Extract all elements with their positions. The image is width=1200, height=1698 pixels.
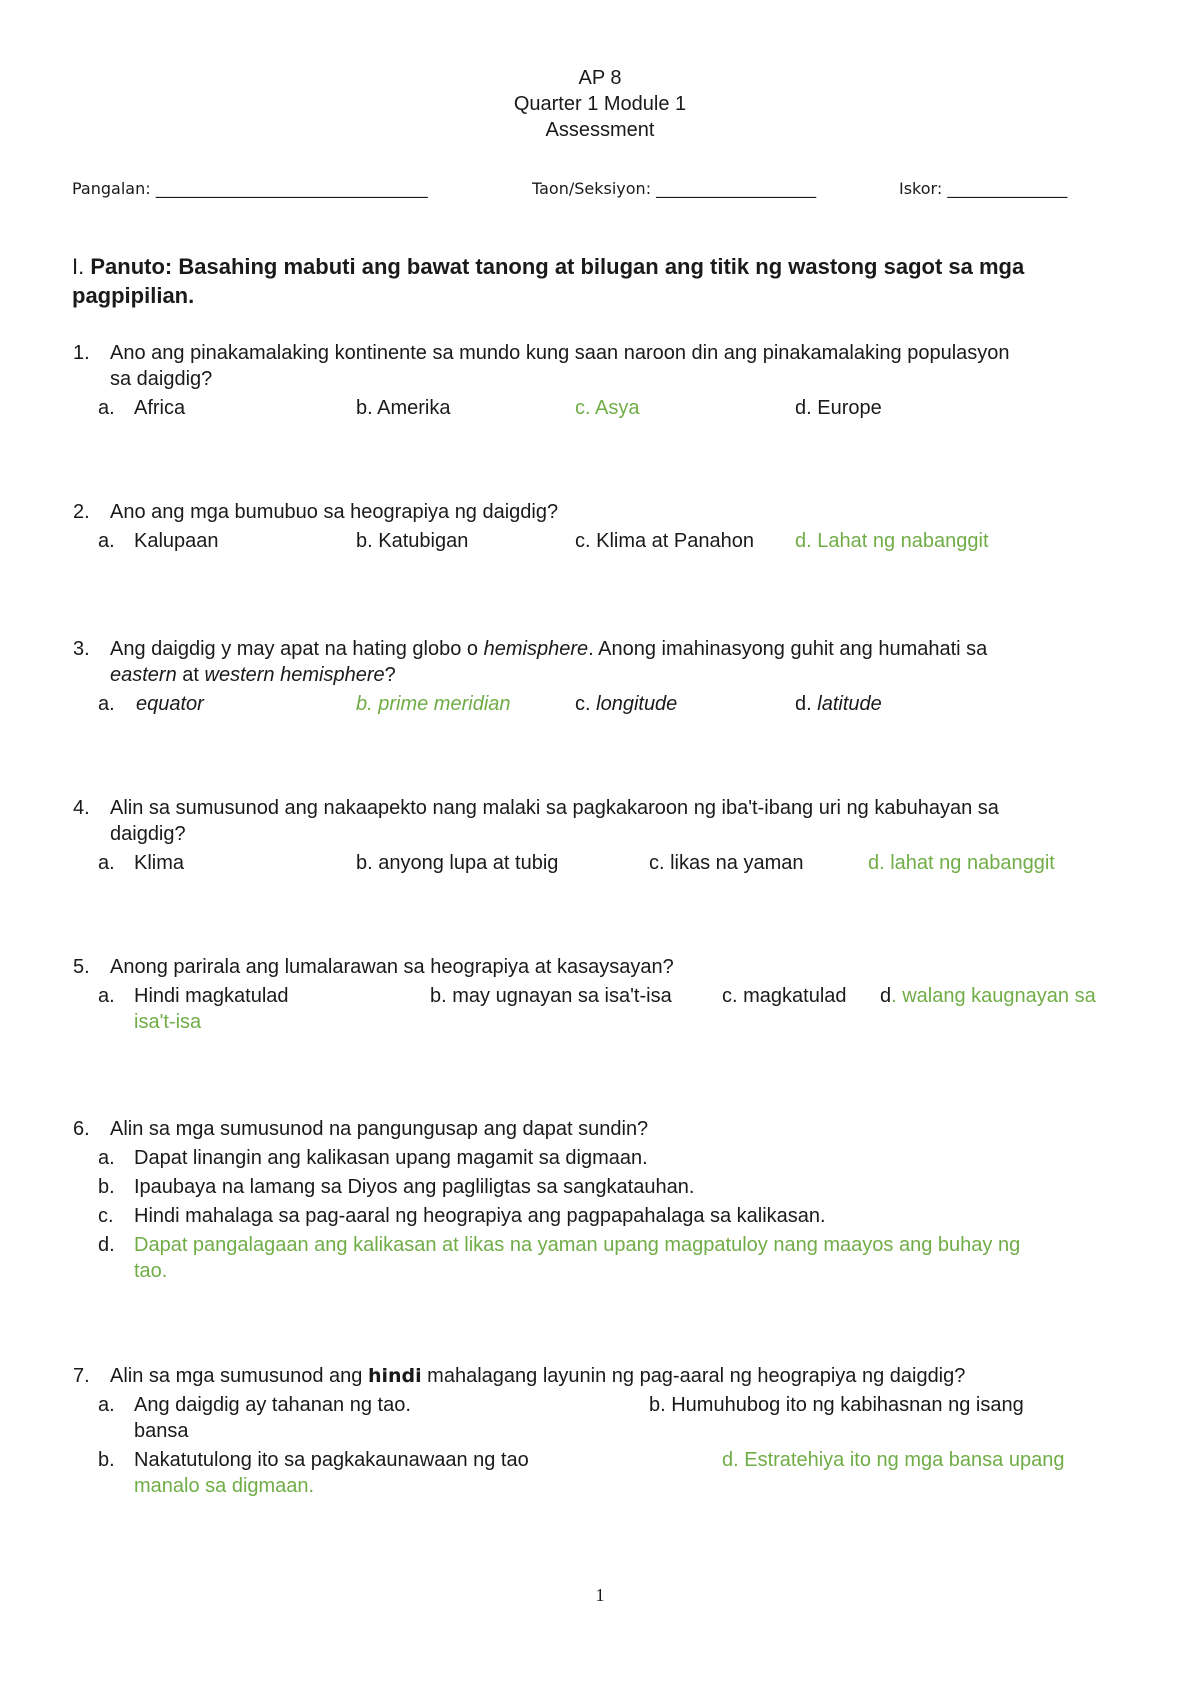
choice-b: b. Katubigan (356, 530, 469, 552)
section-number: I. (72, 254, 85, 279)
question-text-part: at (176, 664, 205, 686)
choice-letter: c. (98, 1205, 114, 1227)
question-text-part: Alin sa mga sumusunod ang (110, 1365, 368, 1387)
choice-d-answer: d. lahat ng nabanggit (868, 852, 1055, 874)
choice-d-answer (880, 985, 1096, 1008)
choice-c: c. magkatulad (722, 985, 847, 1007)
choice-letter: b. (98, 1176, 115, 1198)
choice-c: Nakatutulong ito sa pagkakaunawaan ng tao (134, 1449, 529, 1471)
module-title: Quarter 1 Module 1 (513, 93, 687, 115)
choice-letter: a. (98, 530, 115, 552)
question-number: 6. (73, 1118, 90, 1140)
section-field: Taon/Seksiyon: ____________________ (532, 179, 817, 198)
question-number: 4. (73, 797, 90, 819)
directions-line1: Panuto: Basahing mabuti ang bawat tanong at bilugan ang titik ng wastong sagot sa mga (90, 254, 1025, 279)
question-text-part: mahalagang layunin ng pag-aaral ng heograpiya ng daigdig? (421, 1365, 966, 1387)
question-text: Alin sa sumusunod ang nakaapekto nang malaki sa pagkakaroon ng iba't-ibang uri ng kabuhayan sa (110, 797, 999, 819)
question-text: Alin sa mga sumusunod na pangungusap ang dapat sundin? (110, 1118, 649, 1140)
choice-b: b. Humuhubog ito ng kabihasnan ng isang (649, 1394, 1024, 1416)
question-text: sa daigdig? (110, 368, 213, 390)
question-text-part: . Anong imahinasyong guhit ang humahati sa (588, 638, 988, 660)
choice-a: Klima (134, 852, 185, 874)
question-number: 2. (73, 501, 90, 523)
question-number: 3. (73, 638, 90, 660)
choice-d-answer-cont: manalo sa digmaan. (134, 1475, 315, 1497)
directions-line2: pagpipilian. (72, 283, 195, 308)
choice-b: b. may ugnayan sa isa't-isa (430, 985, 672, 1007)
choice-letter: a. (98, 1147, 115, 1169)
question-term: western hemisphere (204, 664, 385, 686)
question-number: 5. (73, 956, 90, 978)
choice-letter: c. (575, 693, 597, 715)
choice-letter: a. (98, 397, 115, 419)
choice-letter: a. (98, 985, 115, 1007)
subject-title: AP 8 (578, 67, 622, 89)
choice-letter: d. (795, 693, 818, 715)
question-emphasis: hindi (367, 1365, 422, 1387)
question-text-part: Ang daigdig y may apat na hating globo o (110, 638, 484, 660)
choice-a: Dapat linangin ang kalikasan upang magamit sa digmaan. (134, 1147, 648, 1169)
question-text: Ano ang pinakamalaking kontinente sa mundo kung saan naroon din ang pinakamalaking populasyon (110, 342, 1010, 364)
question-number: 7. (73, 1365, 90, 1387)
choice-c (575, 693, 677, 716)
choice-text: latitude (817, 693, 882, 715)
choice-c: Hindi mahalaga sa pag-aaral ng heograpiya ang pagpapahalaga sa kalikasan. (134, 1205, 826, 1227)
choice-letter: a. (98, 693, 115, 715)
question-text (110, 638, 987, 661)
choice-c: c. likas na yaman (649, 852, 804, 874)
question-text: Anong parirala ang lumalarawan sa heograpiya at kasaysayan? (110, 956, 674, 978)
choice-letter: a. (98, 1394, 115, 1416)
question-text: Ano ang mga bumubuo sa heograpiya ng daigdig? (110, 501, 559, 523)
choice-c: c. Klima at Panahon (575, 530, 754, 552)
choice-b: b. Amerika (356, 397, 451, 419)
question-term: eastern (110, 664, 177, 686)
choice-letter: b. (98, 1449, 115, 1471)
choice-d-answer: Dapat pangalagaan ang kalikasan at likas na yaman upang magpatuloy nang maayos ang buhay ng (134, 1234, 1021, 1256)
question-text: daigdig? (110, 823, 186, 845)
choice-text: longitude (596, 693, 678, 715)
question-number: 1. (73, 342, 90, 364)
choice-d (795, 693, 882, 716)
question-text-part: ? (384, 664, 396, 686)
choice-letter: d (880, 985, 892, 1007)
choice-b-answer: b. prime meridian (356, 693, 511, 715)
choice-c-answer: c. Asya (575, 397, 640, 419)
question-text (110, 1365, 965, 1388)
document-title: Assessment (545, 119, 655, 141)
choice-b-cont: bansa (134, 1420, 189, 1442)
choice-d: d. Europe (795, 397, 882, 419)
directions (72, 254, 1024, 280)
choice-letter: d. (98, 1234, 115, 1256)
name-field: Pangalan: __________________________________ (72, 179, 428, 198)
choice-a: equator (136, 693, 204, 715)
choice-a: Ang daigdig ay tahanan ng tao. (134, 1394, 411, 1416)
choice-d-answer: d. Lahat ng nabanggit (795, 530, 989, 552)
choice-a: Africa (134, 397, 186, 419)
score-field: Iskor: _______________ (899, 179, 1068, 198)
question-text (110, 664, 396, 687)
choice-a: Kalupaan (134, 530, 219, 552)
choice-d-answer: d. Estratehiya ito ng mga bansa upang (722, 1449, 1065, 1471)
choice-b: b. anyong lupa at tubig (356, 852, 559, 874)
choice-b: Ipaubaya na lamang sa Diyos ang pagliligtas sa sangkatauhan. (134, 1176, 695, 1198)
question-term: hemisphere (483, 638, 589, 660)
choice-letter: a. (98, 852, 115, 874)
page-number: 1 (595, 1585, 605, 1605)
choice-a: Hindi magkatulad (134, 985, 289, 1007)
choice-text: . walang kaugnayan sa (891, 985, 1096, 1007)
choice-d-answer-cont: tao. (134, 1260, 168, 1282)
choice-d-answer-cont: isa't-isa (134, 1011, 202, 1033)
